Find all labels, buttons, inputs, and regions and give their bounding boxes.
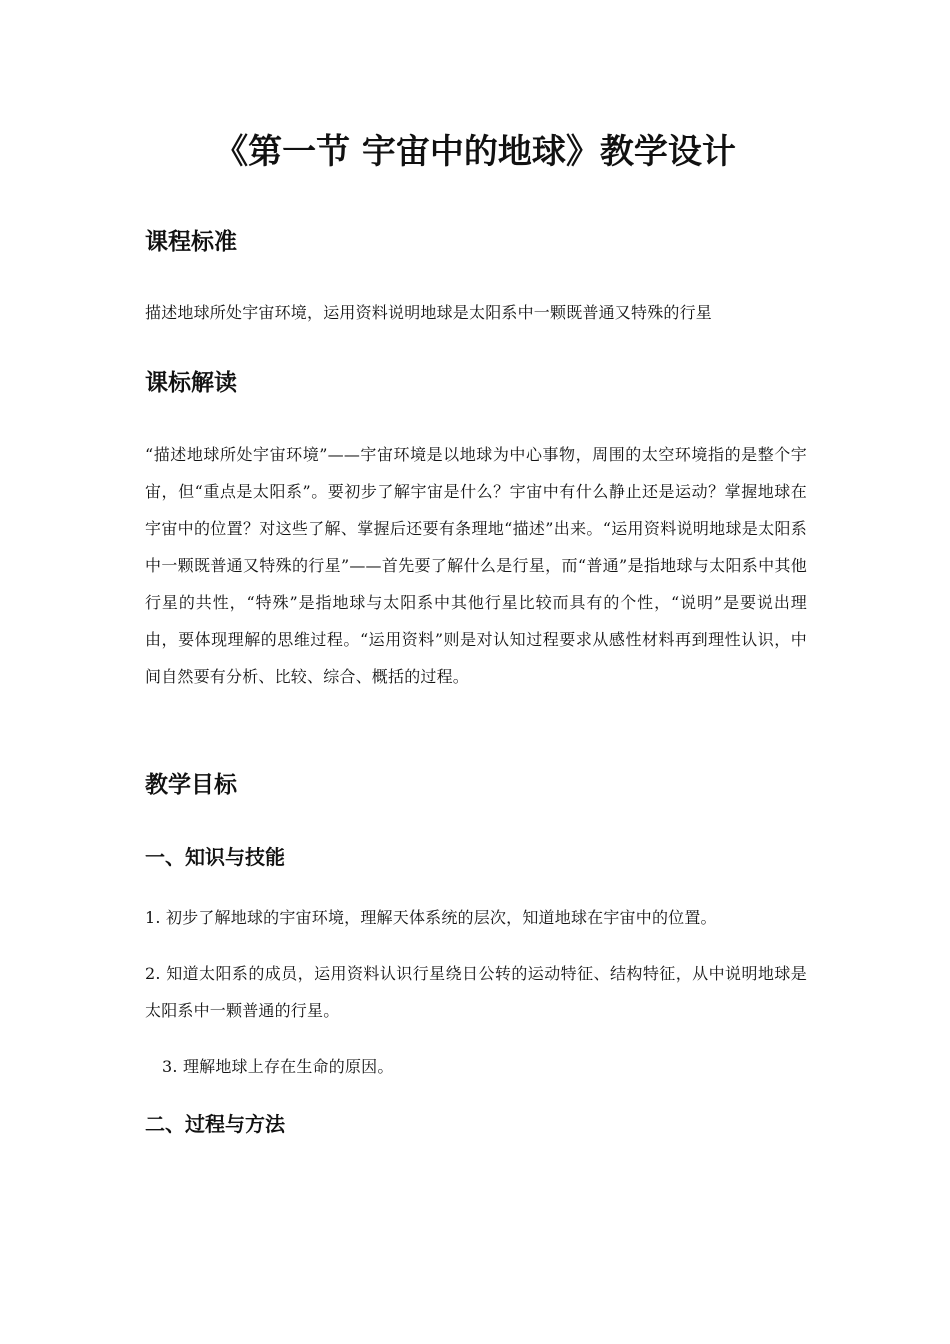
heading-standard-interpretation: 课标解读 [145,370,237,396]
heading-teaching-goals: 教学目标 [145,772,237,798]
knowledge-item-1: 1. 初步了解地球的宇宙环境，理解天体系统的层次，知道地球在宇宙中的位置。 [145,908,717,927]
knowledge-item-3: 3. 理解地球上存在生命的原因。 [162,1057,394,1076]
heading-process-methods: 二、过程与方法 [145,1112,285,1136]
curriculum-standard-text: 描述地球所处宇宙环境，运用资料说明地球是太阳系中一颗既普通又特殊的行星 [145,303,713,322]
heading-knowledge-skills: 一、知识与技能 [145,845,285,869]
heading-curriculum-standard: 课程标准 [145,229,237,255]
document-title: 《第一节 宇宙中的地球》教学设计 [214,132,736,172]
standard-interpretation-text: “描述地球所处宇宙环境”——宇宙环境是以地球为中心事物，周围的太空环境指的是整个宇宙，但“重点是太阳系”。要初步了解宇宙是什么？宇宙中有什么静止还是运动？掌握地球在宇宙中的位置？对这些了解、掌握后还要有条理地“描述”出来。“运用资料说明地球是太阳系中一颗既普通又特殊的行星”——首先要了解什么是行星，而“普通”是指地球与太阳系中其他行星的共性，“特殊”是指地球与太阳系中其他行星比较而具有的个性，“说明”是要说出理由，要体现理解的思维过程。“运用资料”则是对认知过程要求从感性材料再到理性认识，中间自然要有分析、比较、综合、概括的过程。 [145,445,807,686]
knowledge-item-2: 2. 知道太阳系的成员，运用资料认识行星绕日公转的运动特征、结构特征，从中说明地球是太阳系中一颗普通的行星。 [145,964,807,1020]
